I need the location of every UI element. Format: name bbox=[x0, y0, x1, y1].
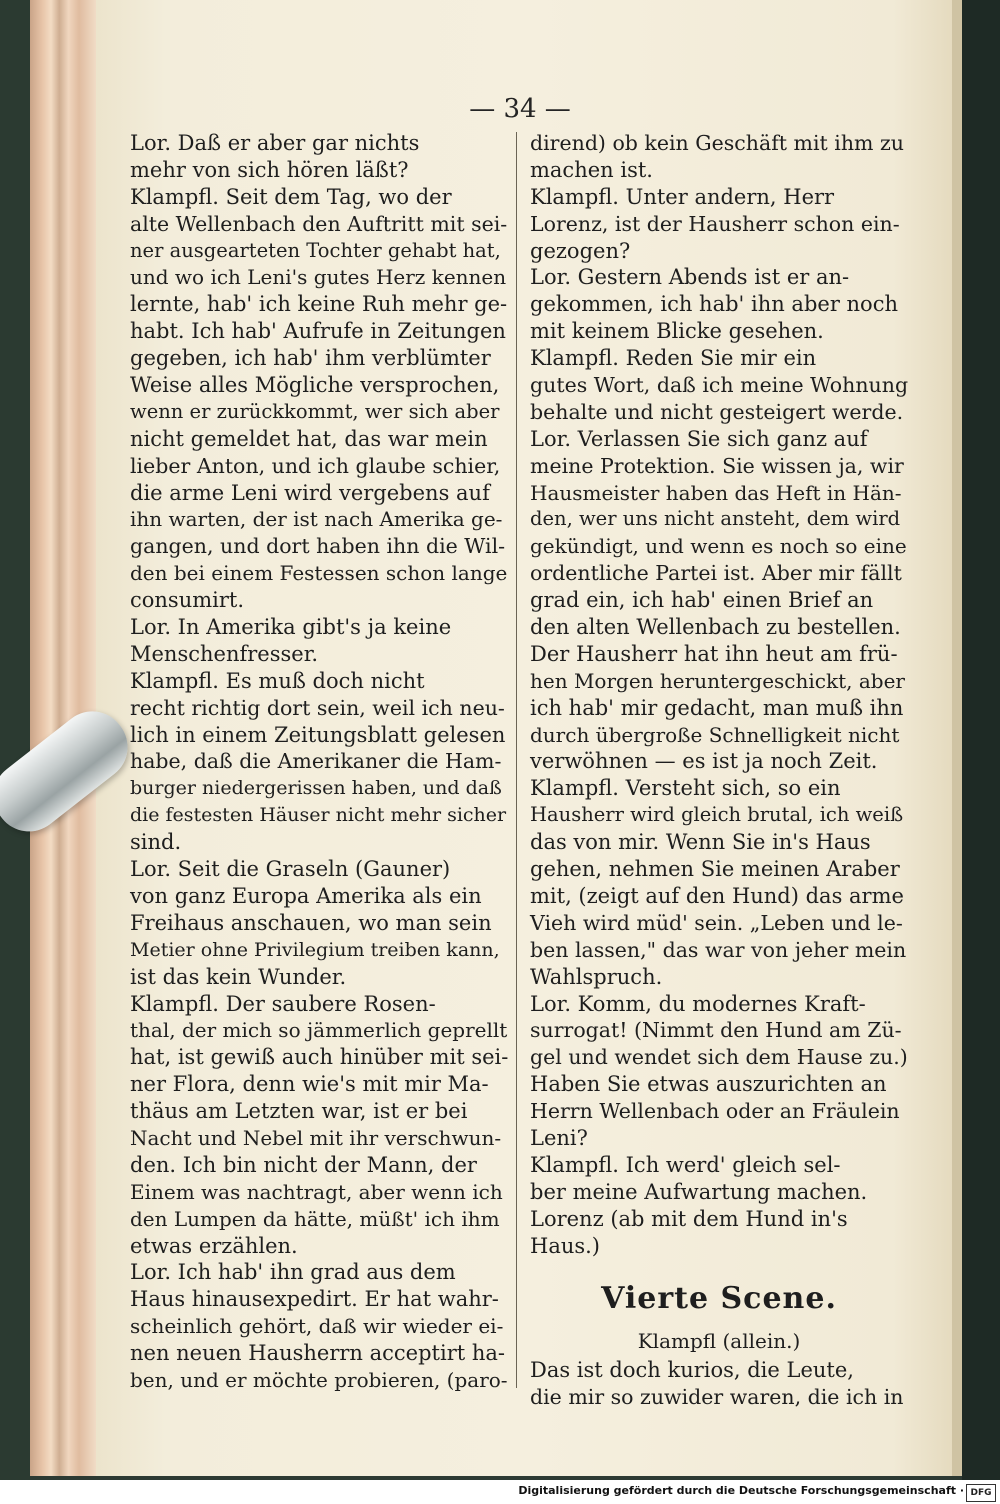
text-line: ihn warten, der ist nach Amerika ge- bbox=[130, 507, 503, 532]
text-line: gekommen, ich hab' ihn aber noch bbox=[530, 292, 898, 317]
right-text-part-a bbox=[530, 130, 908, 1259]
text-line: mehr von sich hören läßt? bbox=[130, 157, 409, 182]
column-divider bbox=[516, 132, 517, 1388]
text-line: Klampfl. Reden Sie mir ein bbox=[530, 346, 817, 371]
text-line: Lorenz (ab mit dem Hund in's bbox=[530, 1206, 848, 1231]
text-line: scheinlich gehört, daß wir wieder ei- bbox=[130, 1314, 504, 1339]
text-line: lich in einem Zeitungsblatt gelesen bbox=[130, 722, 506, 747]
text-line: von ganz Europa Amerika als ein bbox=[130, 883, 482, 908]
text-line: Klampfl. Es muß doch nicht bbox=[130, 668, 425, 693]
text-line: Klampfl. Der saubere Rosen- bbox=[130, 991, 436, 1016]
text-line: Herrn Wellenbach oder an Fräulein bbox=[530, 1099, 900, 1124]
text-line: Hausmeister haben das Heft in Hän- bbox=[530, 480, 902, 505]
scene-speaker: Klampfl (allein.) bbox=[637, 1329, 801, 1354]
text-line: durch übergroße Schnelligkeit nicht bbox=[530, 722, 900, 747]
text-line: habe, daß die Amerikaner die Ham- bbox=[130, 749, 502, 774]
text-line: Klampfl. Ich werd' gleich sel- bbox=[530, 1152, 841, 1177]
text-line: Haus hinausexpedirt. Er hat wahr- bbox=[130, 1287, 499, 1312]
text-line: ben lassen," das war von jeher mein bbox=[530, 937, 907, 962]
text-line: Metier ohne Privilegium treiben kann, bbox=[130, 938, 500, 961]
text-line: gangen, und dort haben ihn die Wil- bbox=[130, 534, 506, 559]
text-line: Hausherr wird gleich brutal, ich weiß bbox=[530, 803, 904, 827]
page-number: — 34 — bbox=[469, 94, 571, 124]
text-line: Weise alles Mögliche versprochen, bbox=[130, 373, 500, 398]
text-line: Einem was nachtragt, aber wenn ich bbox=[130, 1179, 503, 1204]
text-line: ordentliche Partei ist. Aber mir fällt bbox=[530, 561, 902, 586]
text-line: die festesten Häuser nicht mehr sicher bbox=[130, 804, 507, 827]
text-line: consumirt. bbox=[130, 588, 245, 613]
right-text-part-b bbox=[530, 1357, 908, 1411]
text-line: den, wer uns nicht ansteht, dem wird bbox=[530, 507, 901, 531]
text-line: gutes Wort, daß ich meine Wohnung bbox=[530, 373, 909, 398]
text-line: mit keinem Blicke gesehen. bbox=[530, 319, 824, 344]
text-line: ist das kein Wunder. bbox=[130, 964, 347, 989]
text-line: lieber Anton, und ich glaube schier, bbox=[130, 453, 501, 478]
text-line: den. Ich bin nicht der Mann, der bbox=[130, 1152, 477, 1177]
text-line: gel und wendet sich dem Hause zu.) bbox=[530, 1045, 908, 1070]
left-text-column bbox=[130, 130, 508, 1394]
text-line: Nacht und Nebel mit ihr verschwun- bbox=[130, 1125, 502, 1150]
text-line: Haben Sie etwas auszurichten an bbox=[530, 1072, 887, 1097]
text-line: thal, der mich so jämmerlich geprellt bbox=[130, 1018, 508, 1043]
text-line: nen neuen Hausherrn acceptirt ha- bbox=[130, 1341, 505, 1366]
text-line: Lor. Ich hab' ihn grad aus dem bbox=[130, 1260, 456, 1285]
text-line: Das ist doch kurios, die Leute, bbox=[530, 1358, 854, 1383]
text-line: gegeben, ich hab' ihm verblümter bbox=[130, 346, 491, 371]
text-line: und wo ich Leni's gutes Herz kennen bbox=[130, 265, 507, 290]
text-line: burger niedergerissen haben, und daß bbox=[130, 777, 502, 800]
text-line: Vieh wird müd' sein. „Leben und le- bbox=[530, 910, 903, 935]
text-line: Der Hausherr hat ihn heut am frü- bbox=[530, 641, 898, 666]
text-line: alte Wellenbach den Auftritt mit sei- bbox=[130, 211, 508, 236]
text-line: Lor. Daß er aber gar nichts bbox=[130, 131, 420, 155]
text-line: wenn er zurückkommt, wer sich aber bbox=[130, 399, 500, 423]
scene-title: Vierte Scene. bbox=[601, 1281, 837, 1317]
text-line: gekündigt, und wenn es noch so eine bbox=[530, 534, 907, 559]
text-line: ner Flora, denn wie's mit mir Ma- bbox=[130, 1072, 489, 1097]
text-line: nicht gemeldet hat, das war mein bbox=[130, 426, 488, 451]
text-line: lernte, hab' ich keine Ruh mehr ge- bbox=[130, 292, 508, 317]
footer-bar bbox=[0, 1480, 1000, 1504]
text-line: ben, und er möchte probieren, (paro- bbox=[130, 1367, 508, 1392]
text-line: meine Protektion. Sie wissen ja, wir bbox=[530, 453, 904, 478]
text-line: ner ausgearteten Tochter gehabt hat, bbox=[130, 238, 501, 262]
text-line: mit, (zeigt auf den Hund) das arme bbox=[530, 883, 904, 908]
text-line: ich hab' mir gedacht, man muß ihn bbox=[530, 695, 904, 720]
text-line: surrogat! (Nimmt den Hund am Zü- bbox=[530, 1018, 902, 1043]
text-line: Lor. In Amerika gibt's ja keine bbox=[130, 615, 452, 640]
text-line: das von mir. Wenn Sie in's Haus bbox=[530, 830, 871, 855]
text-line: gehen, nehmen Sie meinen Araber bbox=[530, 857, 900, 882]
scan-backdrop-left bbox=[0, 0, 30, 1480]
text-line: verwöhnen — es ist ja noch Zeit. bbox=[530, 749, 878, 774]
text-line: sind. bbox=[130, 830, 182, 855]
text-line: Freihaus anschauen, wo man sein bbox=[130, 910, 492, 935]
text-line: den Lumpen da hätte, müßt' ich ihm bbox=[130, 1206, 500, 1231]
right-text-column bbox=[530, 130, 908, 1411]
text-line: Klampfl. Seit dem Tag, wo der bbox=[130, 184, 452, 209]
text-line: thäus am Letzten war, ist er bei bbox=[130, 1099, 468, 1124]
text-line: habt. Ich hab' Aufrufe in Zeitungen bbox=[130, 319, 506, 344]
text-line: dirend) ob kein Geschäft mit ihm zu bbox=[530, 131, 905, 155]
text-line: ber meine Aufwartung machen. bbox=[530, 1179, 868, 1204]
text-line: den bei einem Festessen schon lange bbox=[130, 561, 508, 586]
text-line: die arme Leni wird vergebens auf bbox=[130, 480, 490, 505]
text-line: Lor. Gestern Abends ist er an- bbox=[530, 265, 850, 290]
text-line: hat, ist gewiß auch hinüber mit sei- bbox=[130, 1045, 509, 1070]
text-line: Klampfl. Unter andern, Herr bbox=[530, 184, 835, 209]
text-line: Lor. Verlassen Sie sich ganz auf bbox=[530, 426, 868, 451]
text-line: Haus.) bbox=[530, 1233, 601, 1258]
page-right-edge bbox=[952, 0, 962, 1476]
text-line: grad ein, ich hab' einen Brief an bbox=[530, 588, 874, 613]
text-line: Klampfl. Versteht sich, so ein bbox=[530, 776, 841, 801]
text-line: Lor. Komm, du modernes Kraft- bbox=[530, 991, 866, 1016]
text-line: Wahlspruch. bbox=[530, 964, 663, 989]
text-line: Menschenfresser. bbox=[130, 641, 319, 666]
text-line: den alten Wellenbach zu bestellen. bbox=[530, 615, 901, 640]
text-line: etwas erzählen. bbox=[130, 1233, 298, 1258]
text-line: Lor. Seit die Graseln (Gauner) bbox=[130, 857, 451, 882]
text-line: behalte und nicht gesteigert werde. bbox=[530, 399, 904, 424]
funding-notice: Digitalisierung gefördert durch die Deutsche Forschungsgemeinschaft · bbox=[518, 1484, 964, 1497]
scan-backdrop-right bbox=[962, 0, 1000, 1480]
text-line: Lorenz, ist der Hausherr schon ein- bbox=[530, 211, 900, 236]
text-line: die mir so zuwider waren, die ich in bbox=[530, 1385, 904, 1410]
text-line: Leni? bbox=[530, 1125, 588, 1150]
text-line: recht richtig dort sein, weil ich neu- bbox=[130, 695, 505, 720]
text-line: gezogen? bbox=[530, 238, 631, 263]
text-line: hen Morgen heruntergeschickt, aber bbox=[530, 668, 905, 693]
dfg-logo: DFG bbox=[966, 1484, 996, 1502]
text-line: machen ist. bbox=[530, 157, 653, 182]
